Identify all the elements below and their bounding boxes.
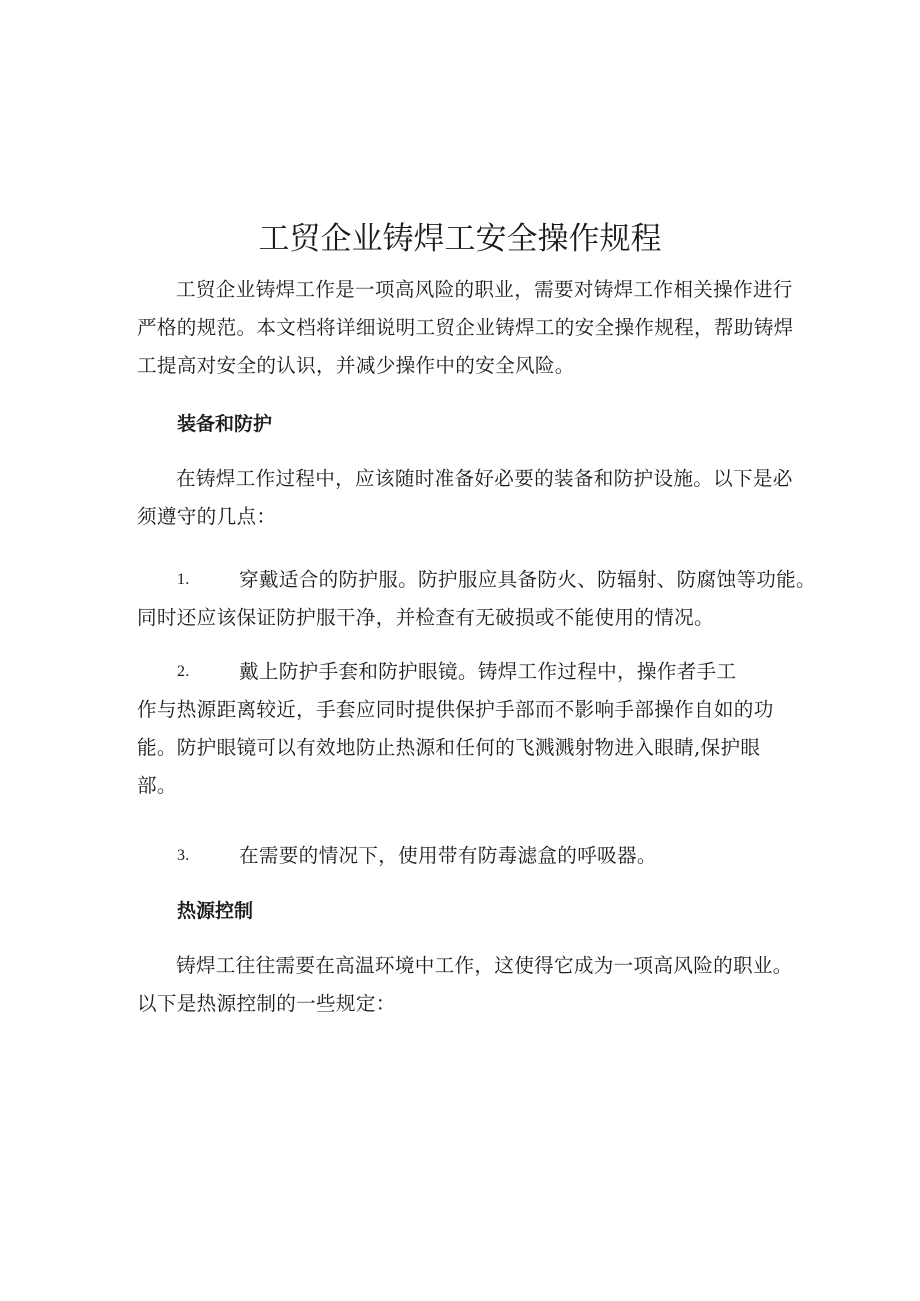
list-item-number: 3. [177, 847, 190, 864]
list-item-line: 部。 [137, 774, 177, 797]
list-item-1 [137, 561, 816, 637]
list-item-2 [137, 653, 805, 805]
list-item-line: 作与热源距离较近，手套应同时提供保护手部而不影响手部操作自如的功 [137, 698, 774, 721]
list-item-3 [137, 837, 805, 875]
section-intro-equipment: 在铸焊工作过程中，应该随时准备好必要的装备和防护设施。以下是必须遵守的几点： [137, 467, 793, 528]
list-item-number: 2. [177, 663, 190, 680]
section-heading-equipment: 装备和防护 [177, 413, 273, 435]
list-item-number: 1. [177, 571, 190, 588]
section-heading-heat-source: 热源控制 [177, 900, 254, 922]
list-item-line: 在需要的情况下，使用带有防毒滤盒的呼吸器。 [239, 844, 657, 867]
list-item-line: 同时还应该保证防护服干净，并检查有无破损或不能使用的情况。 [137, 606, 714, 629]
list-item-line: 能。防护眼镜可以有效地防止热源和任何的飞溅溅射物进入眼睛,保护眼 [137, 736, 761, 759]
document-title: 工贸企业铸焊工安全操作规程 [258, 221, 662, 257]
list-item-line: 戴上防护手套和防护眼镜。铸焊工作过程中，操作者手工 [239, 660, 737, 683]
section-intro-heat-source: 铸焊工往往需要在高温环境中工作，这使得它成为一项高风险的职业。以下是热源控制的一些规定： [137, 954, 793, 1015]
list-item-line: 穿戴适合的防护服。防护服应具备防火、防辐射、防腐蚀等功能。 [239, 568, 816, 591]
intro-paragraph: 工贸企业铸焊工作是一项高风险的职业，需要对铸焊工作相关操作进行严格的规范。本文档将详细说明工贸企业铸焊工的安全操作规程，帮助铸焊工提高对安全的认识，并减少操作中的安全风险。 [137, 278, 794, 377]
